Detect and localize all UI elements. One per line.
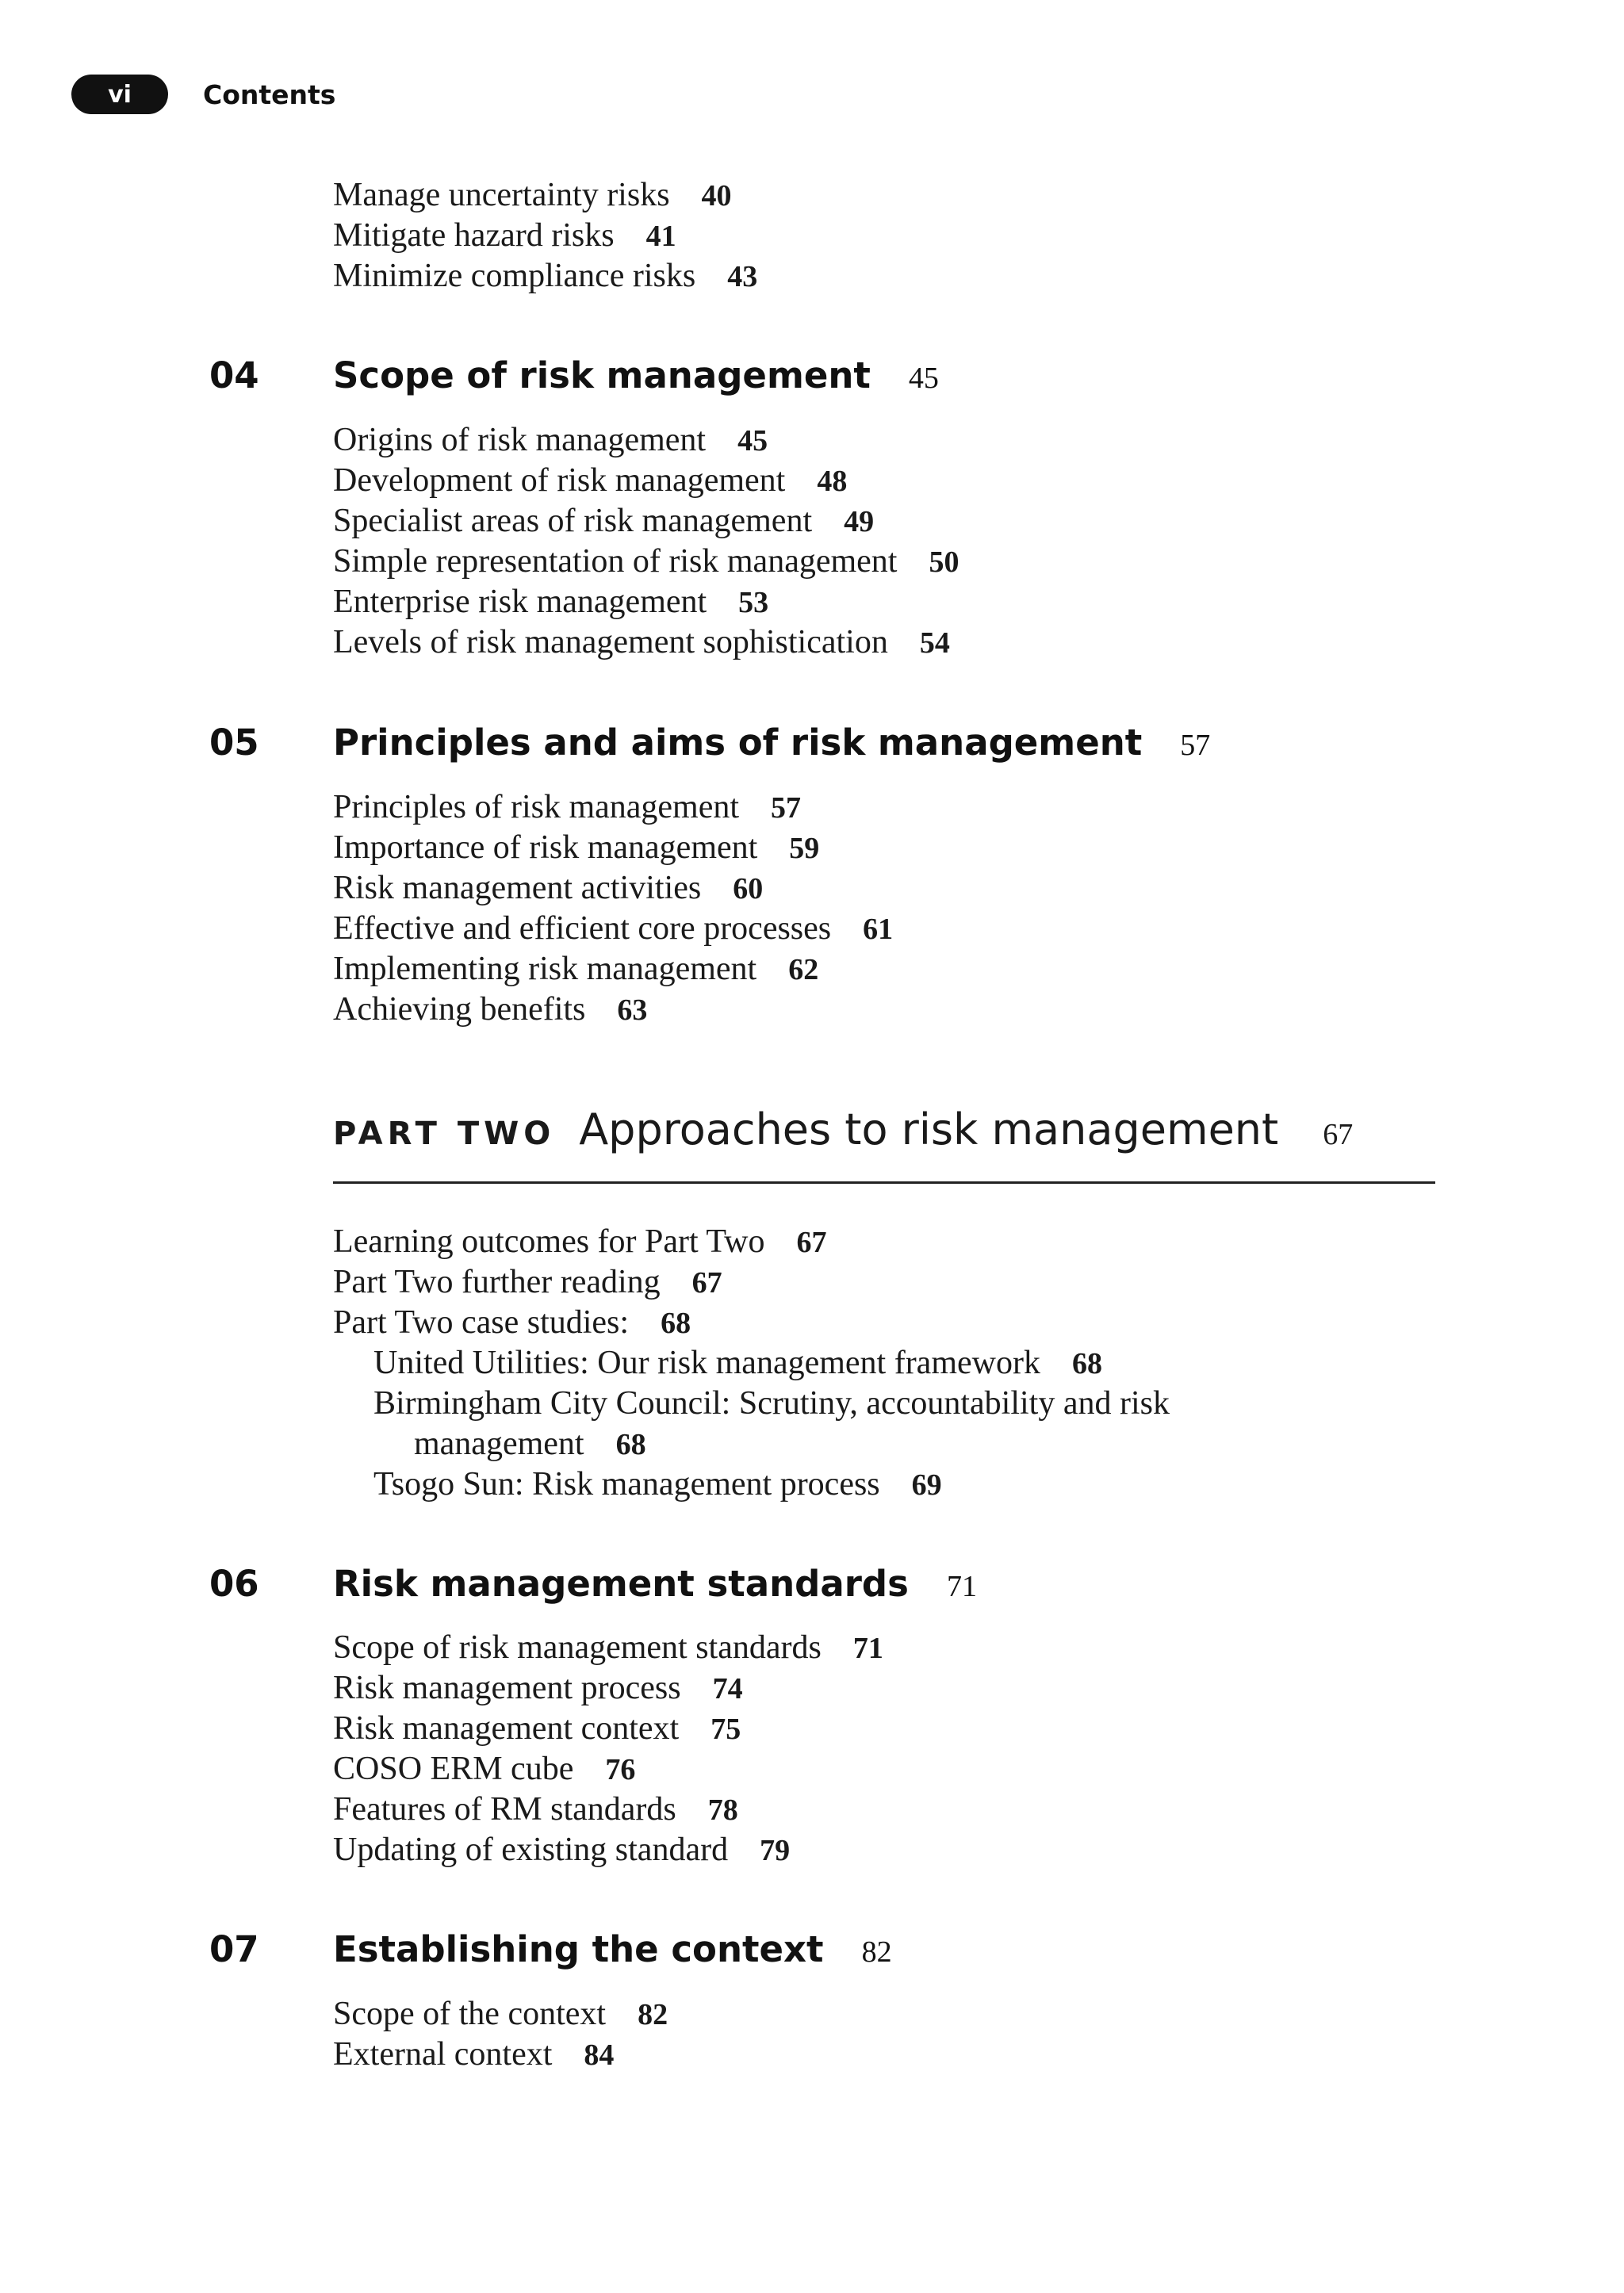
chapter-page: 57 xyxy=(1180,729,1211,762)
toc-entry-page: 63 xyxy=(617,993,648,1027)
running-head-title: Contents xyxy=(203,78,336,110)
toc-entry-title: United Utilities: Our risk management framework xyxy=(373,1345,1040,1381)
toc-entry-page: 60 xyxy=(733,872,764,905)
running-header xyxy=(71,75,335,114)
toc-entry[interactable] xyxy=(333,501,874,542)
toc-entry-title: External context xyxy=(333,2036,553,2073)
toc-entry[interactable] xyxy=(333,1222,826,1263)
toc-entry-title: COSO ERM cube xyxy=(333,1751,574,1787)
part-page: 67 xyxy=(1323,1118,1354,1151)
chapter-heading[interactable] xyxy=(333,722,1210,764)
toc-entry-title: Risk management activities xyxy=(333,870,702,906)
toc-entry[interactable] xyxy=(333,787,801,829)
toc-entry-page: 61 xyxy=(863,913,894,946)
toc-entry[interactable] xyxy=(333,1303,691,1344)
toc-entry[interactable] xyxy=(333,990,647,1031)
toc-entry-page: 45 xyxy=(737,424,768,457)
toc-entry[interactable] xyxy=(333,909,893,950)
toc-entry-title: Scope of the context xyxy=(333,1996,607,2032)
toc-entry-title: Effective and efficient core processes xyxy=(333,910,832,947)
toc-entry-page: 67 xyxy=(691,1266,722,1300)
toc-entry[interactable] xyxy=(333,420,768,461)
case-study-entry[interactable] xyxy=(373,1384,1170,1424)
chapter-title: Risk management standards xyxy=(333,1563,909,1605)
chapter-number: 04 xyxy=(209,354,259,396)
chapter-number: 06 xyxy=(209,1563,259,1605)
toc-entry-page: 54 xyxy=(919,626,950,660)
toc-entry-title: Achieving benefits xyxy=(333,991,586,1028)
toc-entry-title: Manage uncertainty risks xyxy=(333,177,670,213)
toc-entry-title-continued: management xyxy=(414,1426,584,1462)
toc-entry[interactable] xyxy=(333,1262,722,1303)
toc-entry-page: 48 xyxy=(817,465,848,498)
toc-entry-page: 84 xyxy=(584,2038,615,2072)
toc-entry[interactable] xyxy=(333,256,757,297)
toc-entry-title: Principles of risk management xyxy=(333,789,740,825)
toc-entry[interactable] xyxy=(333,175,732,216)
toc-entry[interactable] xyxy=(333,949,818,990)
toc-entry-title: Simple representation of risk management xyxy=(333,543,898,580)
toc-entry-title: Risk management context xyxy=(333,1710,680,1747)
toc-entry-title: Scope of risk management standards xyxy=(333,1629,822,1666)
toc-entry-page: 50 xyxy=(929,545,959,579)
toc-entry-page: 68 xyxy=(1071,1347,1102,1380)
toc-entry-title: Birmingham City Council: Scrutiny, accountability and risk xyxy=(373,1385,1170,1422)
toc-entry-page: 53 xyxy=(738,586,769,619)
chapter-page: 71 xyxy=(946,1570,977,1603)
case-study-entry[interactable] xyxy=(373,1343,1102,1384)
toc-entry-page: 62 xyxy=(788,953,819,986)
toc-entry[interactable] xyxy=(333,1628,883,1669)
toc-entry-page: 78 xyxy=(707,1793,738,1827)
toc-entry[interactable] xyxy=(333,622,950,664)
chapter-title: Principles and aims of risk management xyxy=(333,722,1143,764)
chapter-number: 05 xyxy=(209,722,259,764)
chapter-title: Scope of risk management xyxy=(333,354,871,396)
toc-entry-title: Part Two case studies: xyxy=(333,1304,630,1341)
toc-entry-page: 82 xyxy=(638,1998,668,2031)
part-divider xyxy=(333,1181,1435,1184)
toc-entry-page: 79 xyxy=(760,1834,791,1867)
toc-entry[interactable] xyxy=(333,461,847,502)
toc-entry-title: Mitigate hazard risks xyxy=(333,217,615,254)
toc-entry-page: 68 xyxy=(615,1428,646,1461)
toc-entry-page: 40 xyxy=(701,179,732,212)
toc-entry-title: Development of risk management xyxy=(333,462,786,499)
toc-entry-title: Minimize compliance risks xyxy=(333,258,696,294)
toc-entry-title: Features of RM standards xyxy=(333,1791,676,1828)
toc-entry[interactable] xyxy=(333,2035,614,2076)
chapter-heading[interactable] xyxy=(333,354,939,396)
toc-entry[interactable] xyxy=(333,1994,668,2035)
toc-entry-title: Specialist areas of risk management xyxy=(333,503,813,539)
toc-entry-page: 69 xyxy=(911,1468,942,1502)
toc-entry-title: Origins of risk management xyxy=(333,422,707,458)
chapter-number: 07 xyxy=(209,1928,259,1970)
toc-entry-page: 57 xyxy=(771,791,802,825)
toc-entry[interactable] xyxy=(333,1790,738,1831)
toc-entry-page: 41 xyxy=(645,220,676,253)
case-study-entry[interactable] xyxy=(373,1464,942,1506)
part-label: PART TWO xyxy=(333,1116,556,1152)
toc-entry-title: Part Two further reading xyxy=(333,1264,661,1300)
toc-entry-page: 68 xyxy=(661,1307,691,1340)
toc-entry[interactable] xyxy=(333,1830,790,1871)
toc-entry-page: 49 xyxy=(844,505,875,538)
toc-entry-title: Implementing risk management xyxy=(333,951,757,987)
toc-entry-title: Importance of risk management xyxy=(333,829,758,866)
chapter-page: 82 xyxy=(861,1935,892,1969)
toc-entry[interactable] xyxy=(333,542,959,583)
part-title: Approaches to risk management xyxy=(579,1104,1279,1154)
toc-entry[interactable] xyxy=(333,1668,743,1709)
toc-entry-title: Tsogo Sun: Risk management process xyxy=(373,1466,880,1503)
chapter-heading[interactable] xyxy=(333,1563,977,1605)
toc-entry[interactable] xyxy=(333,1709,741,1750)
chapter-page: 45 xyxy=(908,362,939,395)
toc-entry[interactable] xyxy=(333,216,676,257)
toc-entry-title: Enterprise risk management xyxy=(333,584,707,620)
toc-entry-title: Updating of existing standard xyxy=(333,1832,729,1868)
toc-entry-page: 71 xyxy=(852,1632,883,1665)
chapter-heading[interactable] xyxy=(333,1928,892,1970)
toc-entry[interactable] xyxy=(333,868,763,909)
case-study-entry-continued[interactable] xyxy=(414,1424,646,1465)
toc-entry-page: 59 xyxy=(789,832,820,865)
toc-entry-title: Risk management process xyxy=(333,1670,681,1706)
chapter-title: Establishing the context xyxy=(333,1928,824,1970)
page-number-badge: vi xyxy=(71,75,168,114)
toc-entry[interactable] xyxy=(333,1749,635,1790)
toc-entry[interactable] xyxy=(333,582,768,623)
toc-entry-page: 67 xyxy=(796,1226,827,1259)
part-heading[interactable] xyxy=(333,1104,1353,1154)
toc-entry[interactable] xyxy=(333,828,819,869)
toc-entry-page: 75 xyxy=(710,1713,741,1746)
toc-entry-page: 43 xyxy=(727,260,758,293)
toc-entry-title: Learning outcomes for Part Two xyxy=(333,1223,765,1260)
toc-entry-page: 76 xyxy=(605,1753,636,1786)
toc-entry-page: 74 xyxy=(712,1672,743,1705)
toc-entry-title: Levels of risk management sophistication xyxy=(333,624,888,660)
